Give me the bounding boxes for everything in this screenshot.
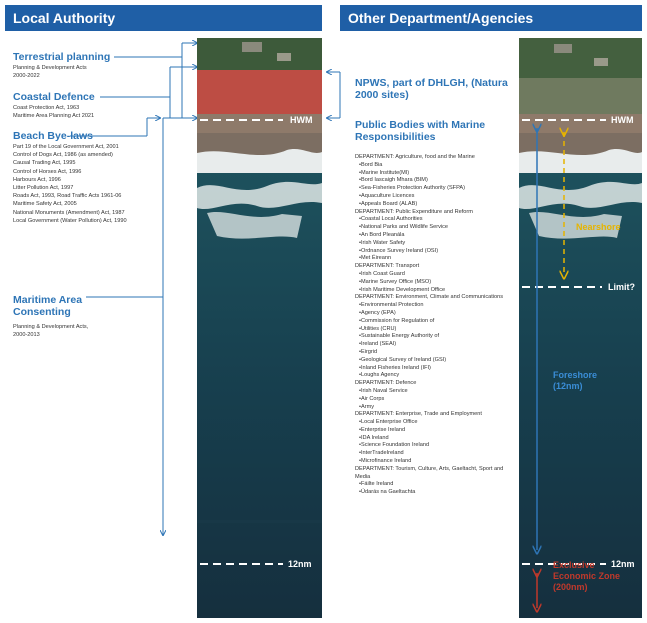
agency-item: • Aquaculture Licences — [355, 193, 515, 201]
agency-item: • Ireland (SEAI) — [355, 341, 515, 349]
department-heading: DEPARTMENT: Enterprise, Trade and Employment — [355, 411, 482, 418]
agency-item: • Bord Bia — [355, 162, 515, 170]
agency-item: • Microfinance Ireland — [355, 458, 515, 466]
agency-item: • Irish Maritime Development Office — [355, 287, 515, 295]
maritime-area-consenting-title: Maritime Area Consenting — [13, 294, 83, 318]
other-departments-header: Other Department/Agencies — [340, 5, 642, 31]
agency-item: • Appeals Board (ALAB) — [355, 201, 515, 209]
agency-item: • Geological Survey of Ireland (GSI) — [355, 357, 515, 365]
agency-item: • IDA Ireland — [355, 435, 515, 443]
beach-byelaws-acts: Part 19 of the Local Government Act, 2001 Control of Dogs Act, 1986 (as amended) Causal Trading Act, 1995 Control of Horses Act, 1996 Harbours Act, 1996 Litter Pollution Act, 1997 Roads Act, 1993, Road Traffic Acts 1961-06 Maritime Safety Act, 2005 National Monuments (Amendment) Act, 1987 Local Government (Water Pollution) Act, 1990 — [13, 144, 127, 224]
local-authority-header: Local Authority — [5, 5, 322, 31]
nearshore-label: Nearshore — [576, 222, 621, 232]
agency-item: • Marine Institute(MI) — [355, 170, 515, 178]
agency-item: • Eirgrid — [355, 349, 515, 357]
hwm-left-label: HWM — [290, 115, 313, 125]
terrestrial-planning-acts: Planning & Development Acts 2000-2022 — [13, 65, 87, 80]
agency-item: • Irish Naval Service — [355, 388, 515, 396]
beach-byelaws-title: Beach Bye-laws — [13, 130, 93, 142]
agency-item: • Commission for Regulation of — [355, 318, 515, 326]
agency-item: • Irish Coast Guard — [355, 271, 515, 279]
agency-item: • Environmental Protection — [355, 302, 515, 310]
agency-item: • Utilities (CRU) — [355, 326, 515, 334]
agency-item: • Sea-Fisheries Protection Authority (SFPA) — [355, 185, 515, 193]
npws-title: NPWS, part of DHLGH, (Natura 2000 sites) — [355, 77, 508, 101]
department-heading: DEPARTMENT: Environment, Climate and Communications — [355, 294, 504, 301]
foreshore-label: Foreshore (12nm) — [553, 370, 598, 391]
agency-item: • Fáilte Ireland — [355, 481, 515, 489]
agency-item: • Loughs Agency — [355, 372, 515, 380]
limit-label: Limit? — [608, 282, 635, 292]
department-heading: DEPARTMENT: Transport — [355, 263, 420, 270]
agency-item: • Marine Survey Office (MSO) — [355, 279, 515, 287]
agency-item: • Coastal Local Authorities — [355, 216, 515, 224]
agency-item: • InterTradeIreland — [355, 450, 515, 458]
agency-item: • Agency (EPA) — [355, 310, 515, 318]
coastal-defence-acts: Coast Protection Act, 1963 Maritime Area Planning Act 2021 — [13, 105, 95, 120]
department-heading: DEPARTMENT: Agriculture, food and the Marine — [355, 154, 475, 160]
agency-item: • Local Enterprise Office — [355, 419, 515, 427]
left-aerial-photo — [197, 38, 322, 618]
agency-item: • Irish Water Safety — [355, 240, 515, 248]
coastal-defence-title: Coastal Defence — [13, 91, 95, 103]
agency-item: • Inland Fisheries Ireland (IFI) — [355, 365, 515, 373]
agency-item: • National Parks and Wildlife Service — [355, 224, 515, 232]
agency-item: • Údarás na Gaeltachta — [355, 489, 515, 497]
agency-item: • Ordnance Survey Ireland (OSI) — [355, 248, 515, 256]
agency-item: • An Bord Pleanála — [355, 232, 515, 240]
eez-label: Exclusive Economic Zone (200nm) — [553, 560, 621, 592]
right-aerial-photo — [519, 38, 642, 618]
agency-item: • Air Corps — [355, 396, 515, 404]
maritime-area-consenting-acts: Planning & Development Acts, 2000-2013 — [13, 324, 89, 339]
hwm-right-label: HWM — [611, 115, 634, 125]
department-heading: DEPARTMENT: Public Expenditure and Reform — [355, 208, 473, 215]
public-bodies-list — [355, 154, 515, 497]
department-heading: DEPARTMENT: Defence — [355, 380, 417, 387]
agency-item: • Sustainable Energy Authority of — [355, 333, 515, 341]
public-bodies-title: Public Bodies with Marine Responsibilities — [355, 119, 486, 143]
nm-left-label: 12nm — [288, 559, 312, 569]
agency-item: • Science Foundation Ireland — [355, 442, 515, 450]
nm-right-label: 12nm — [611, 559, 635, 569]
terrestrial-planning-title: Terrestrial planning — [13, 51, 111, 63]
agency-item: • Enterprise Ireland — [355, 427, 515, 435]
agency-item: • Army — [355, 404, 515, 412]
agency-item: • Met Éireann — [355, 255, 515, 263]
agency-item: • Bord Iascaigh Mhara (BIM) — [355, 177, 515, 185]
department-heading: DEPARTMENT: Tourism, Culture, Arts, Gaeltacht, Sport and Media — [355, 465, 504, 480]
